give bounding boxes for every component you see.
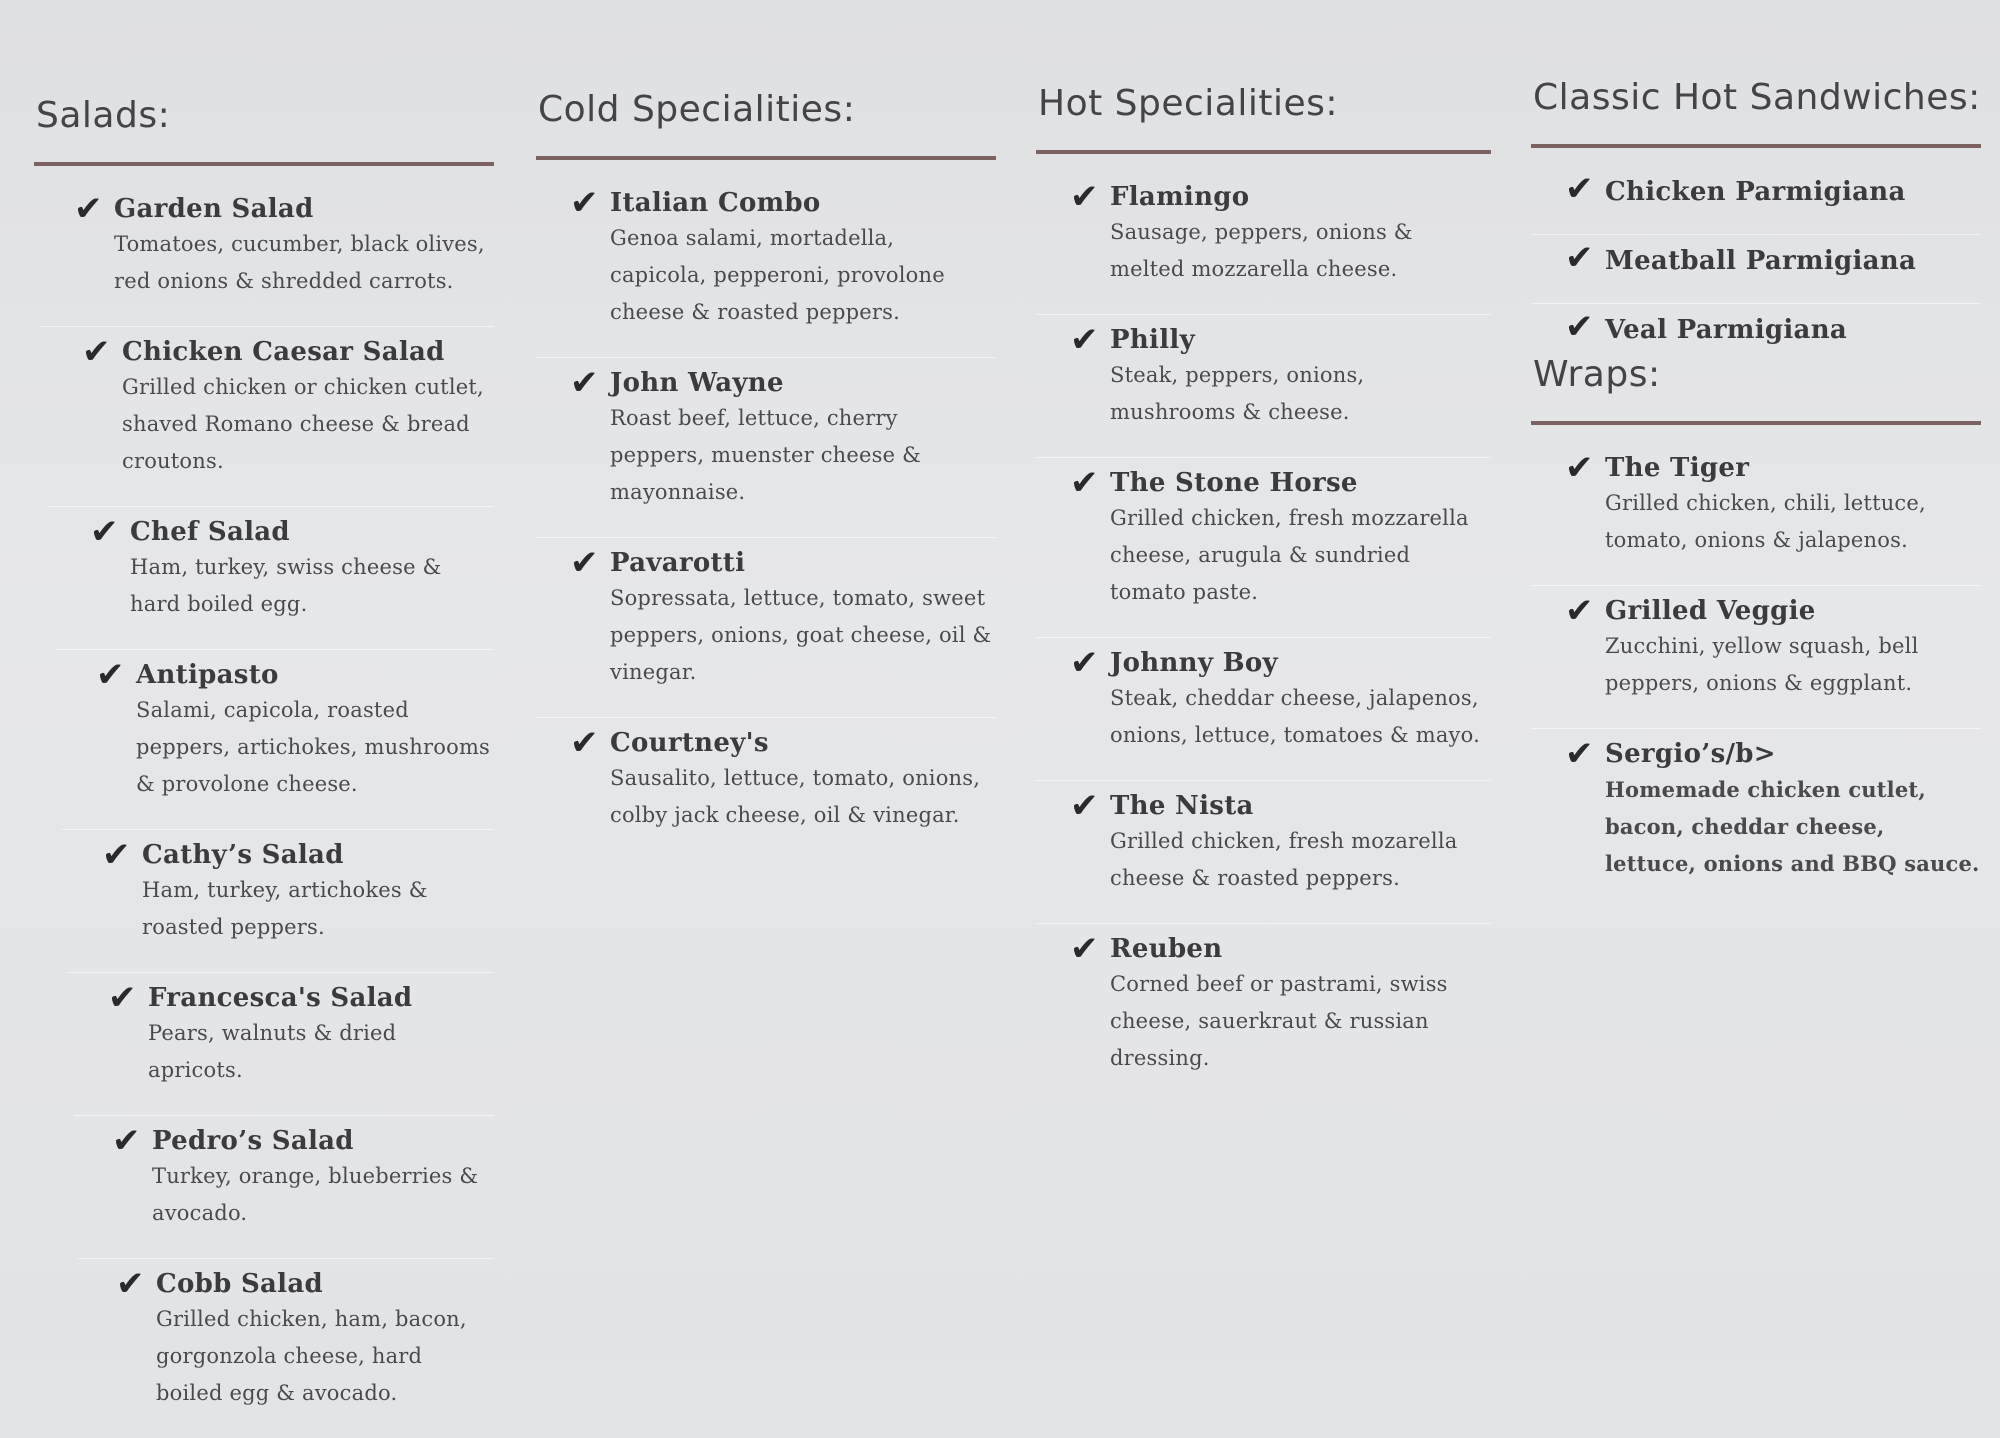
menu-item [68,830,494,973]
hot-specialities-column [1036,83,1491,1357]
item-name: Chicken Caesar Salad [122,337,445,367]
item-name: Chef Salad [130,517,290,547]
checkmark-icon: ✔ [1565,591,1594,631]
checkmark-icon: ✔ [116,1264,145,1304]
menu-item [536,718,996,860]
checkmark-icon: ✔ [1070,929,1099,969]
item-name: John Wayne [610,368,784,398]
menu-item [74,973,494,1116]
checkmark-icon: ✔ [1070,320,1099,360]
item-name: The Stone Horse [1110,468,1358,498]
item-description: Grilled chicken or chicken cutlet, shaved Romano cheese & bread croutons. [122,375,484,473]
item-name: Johnny Boy [1110,648,1278,678]
checkmark-icon: ✔ [108,978,137,1018]
checkmark-icon: ✔ [1565,448,1594,488]
item-description: Sausalito, lettuce, tomato, onions, colby jack cheese, oil & vinegar. [610,766,981,827]
item-description: Sausage, peppers, onions & melted mozzarella cheese. [1110,220,1413,281]
checkmark-icon: ✔ [1565,238,1594,278]
item-name: The Tiger [1605,453,1750,483]
menu-item [1036,781,1491,924]
checkmark-icon: ✔ [112,1121,141,1161]
checkmark-icon: ✔ [102,835,131,875]
classic-sandwiches-title: Classic Hot Sandwiches: [1533,77,1981,118]
checkmark-icon: ✔ [1070,177,1099,217]
menu-item [536,178,996,358]
menu-item [1036,458,1491,638]
item-name: Flamingo [1110,182,1250,212]
wraps-title: Wraps: [1533,354,1661,395]
item-name: Chicken Parmigiana [1605,177,1906,207]
checkmark-icon: ✔ [570,543,599,583]
checkmark-icon: ✔ [570,363,599,403]
checkmark-icon: ✔ [1070,643,1099,683]
item-description: Salami, capicola, roasted peppers, artichokes, mushrooms & provolone cheese. [136,698,491,796]
menu-item [1036,315,1491,458]
item-description: Steak, peppers, onions, mushrooms & cheese. [1110,363,1365,424]
item-description: Homemade chicken cutlet, bacon, cheddar cheese, lettuce, onions and BBQ sauce. [1605,777,1980,876]
item-description: Grilled chicken, ham, bacon, gorgonzola cheese, hard boiled egg & avocado. [156,1307,467,1405]
item-description: Ham, turkey, artichokes & roasted peppers. [142,878,428,939]
menu-item [1036,638,1491,781]
item-description: Ham, turkey, swiss cheese & hard boiled egg. [130,555,442,616]
item-description: Pears, walnuts & dried apricots. [148,1021,397,1082]
wraps-divider [1531,421,1981,425]
item-name: Garden Salad [114,194,314,224]
item-name: Philly [1110,325,1195,355]
item-name: Grilled Veggie [1605,596,1816,626]
menu-item [1531,166,1981,235]
classic-sandwiches-column [1531,77,1981,1357]
item-name: Reuben [1110,934,1223,964]
item-description: Sopressata, lettuce, tomato, sweet peppers, onions, goat cheese, oil & vinegar. [610,586,992,684]
checkmark-icon: ✔ [1070,786,1099,826]
item-name: Pedro’s Salad [152,1126,354,1156]
checkmark-icon: ✔ [1070,463,1099,503]
salads-divider [34,162,494,166]
item-name: Sergio’s/b> [1605,739,1776,769]
item-description: Zucchini, yellow squash, bell peppers, onions & eggplant. [1605,634,1919,695]
menu-item [40,184,494,327]
menu-item [536,358,996,538]
item-name: Courtney's [610,728,769,758]
item-name: Cobb Salad [156,1269,323,1299]
menu-item [48,327,494,507]
checkmark-icon: ✔ [74,189,103,229]
menu-item [62,650,494,830]
item-name: Veal Parmigiana [1605,315,1848,345]
item-name: Italian Combo [610,188,821,218]
menu-item [1531,443,1981,586]
cold-specialities-column [536,89,996,1357]
checkmark-icon: ✔ [82,332,111,372]
item-description: Tomatoes, cucumber, black olives, red onions & shredded carrots. [114,232,485,293]
item-description: Grilled chicken, fresh mozarella cheese & roasted peppers. [1110,829,1458,890]
menu-item [1036,924,1491,1103]
item-name: Cathy’s Salad [142,840,344,870]
item-description: Roast beef, lettuce, cherry peppers, muenster cheese & mayonnaise. [610,406,922,504]
salads-title: Salads: [36,95,171,136]
classic-sandwiches-divider [1531,144,1981,148]
menu-item [536,538,996,718]
item-name: Antipasto [136,660,279,690]
item-name: The Nista [1110,791,1254,821]
checkmark-icon: ✔ [1565,307,1594,347]
menu-item [56,507,494,650]
checkmark-icon: ✔ [570,183,599,223]
menu-item [1036,172,1491,315]
item-name: Francesca's Salad [148,983,413,1013]
hot-specialities-title: Hot Specialities: [1038,83,1339,124]
checkmark-icon: ✔ [1565,734,1594,774]
hot-specialities-divider [1036,150,1491,154]
checkmark-icon: ✔ [570,723,599,763]
item-name: Pavarotti [610,548,746,578]
menu-item [1531,729,1981,908]
item-name: Meatball Parmigiana [1605,246,1917,276]
cold-specialities-title: Cold Specialities: [538,89,856,130]
checkmark-icon: ✔ [90,512,119,552]
item-description: Grilled chicken, fresh mozzarella cheese, arugula & sundried tomato paste. [1110,506,1469,604]
item-description: Steak, cheddar cheese, jalapenos, onions, lettuce, tomatoes & mayo. [1110,686,1480,747]
checkmark-icon: ✔ [1565,169,1594,209]
item-description: Turkey, orange, blueberries & avocado. [152,1164,479,1225]
item-description: Grilled chicken, chili, lettuce, tomato, onions & jalapenos. [1605,491,1926,552]
menu-item [1531,235,1981,304]
item-description: Corned beef or pastrami, swiss cheese, sauerkraut & russian dressing. [1110,972,1448,1070]
checkmark-icon: ✔ [96,655,125,695]
menu-item [78,1116,494,1259]
menu-item [1531,586,1981,729]
salads-column [34,95,494,1405]
menu-item [82,1259,494,1438]
cold-specialities-divider [536,156,996,160]
item-description: Genoa salami, mortadella, capicola, pepperoni, provolone cheese & roasted peppers. [610,226,945,324]
